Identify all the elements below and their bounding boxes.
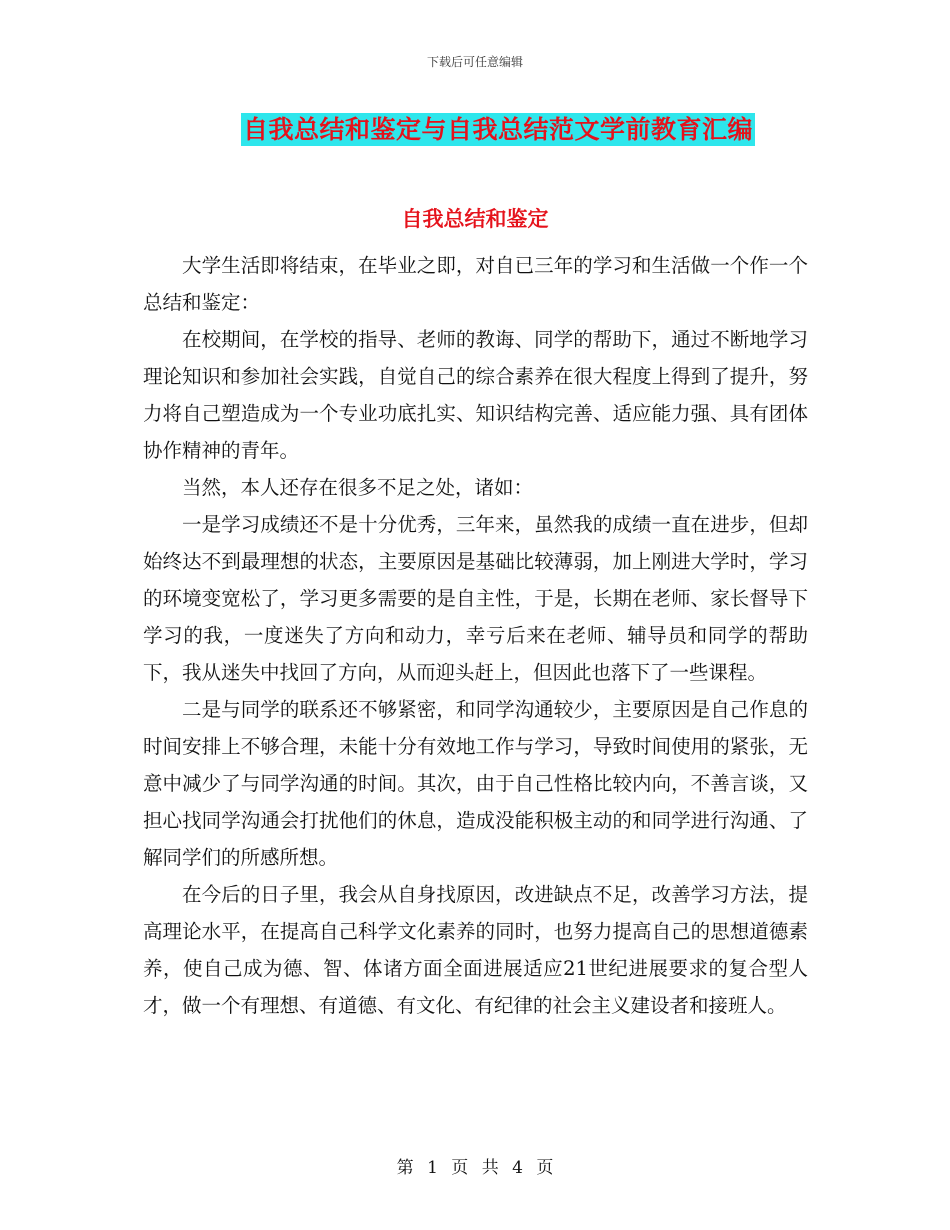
- document-body: [143, 247, 808, 1024]
- section-title: 自我总结和鉴定: [401, 207, 549, 231]
- page-footer: 第 1 页 共 4 页: [396, 1158, 554, 1178]
- paragraph: 一是学习成绩还不是十分优秀，三年来，虽然我的成绩一直在进步，但却始终达不到最理想的状态，主要原因是基础比较薄弱，加上刚进大学时，学习的环境变宽松了，学习更多需要的是自主性，于是，长期在老师、家长督导下学习的我，一度迷失了方向和动力，幸亏后来在老师、辅导员和同学的帮助下，我从迷失中找回了方向，从而迎头赶上，但因此也落下了一些课程。: [143, 513, 808, 684]
- header-note: 下载后可任意编辑: [426, 55, 523, 69]
- paragraph: 在校期间，在学校的指导、老师的教诲、同学的帮助下，通过不断地学习理论知识和参加社会实践，自觉自己的综合素养在很大程度上得到了提升，努力将自己塑造成为一个专业功底扎实、知识结构完善、适应能力强、具有团体协作精神的青年。: [143, 328, 808, 462]
- document-title: 自我总结和鉴定与自我总结范文学前教育汇编: [242, 115, 753, 144]
- paragraph: 在今后的日子里，我会从自身找原因，改进缺点不足，改善学习方法，提高理论水平，在提高自己科学文化素养的同时，也努力提高自己的思想道德素养，使自己成为德、智、体诸方面全面进展适应21世纪进展要求的复合型人才，做一个有理想、有道德、有文化、有纪律的社会主义建设者和接班人。: [143, 883, 808, 1017]
- paragraph: 当然，本人还存在很多不足之处，诸如：: [182, 476, 534, 499]
- paragraph: 二是与同学的联系还不够紧密，和同学沟通较少，主要原因是自己作息的时间安排上不够合理，未能十分有效地工作与学习，导致时间使用的紧张，无意中减少了与同学沟通的时间。其次，由于自己性格比较内向，不善言谈，又担心找同学沟通会打扰他们的休息，造成没能积极主动的和同学进行沟通、了解同学们的所感所想。: [143, 698, 808, 869]
- document-title-wrapper: [0, 113, 950, 146]
- paragraph: 大学生活即将结束，在毕业之即，对自已三年的学习和生活做一个作一个总结和鉴定：: [143, 254, 808, 314]
